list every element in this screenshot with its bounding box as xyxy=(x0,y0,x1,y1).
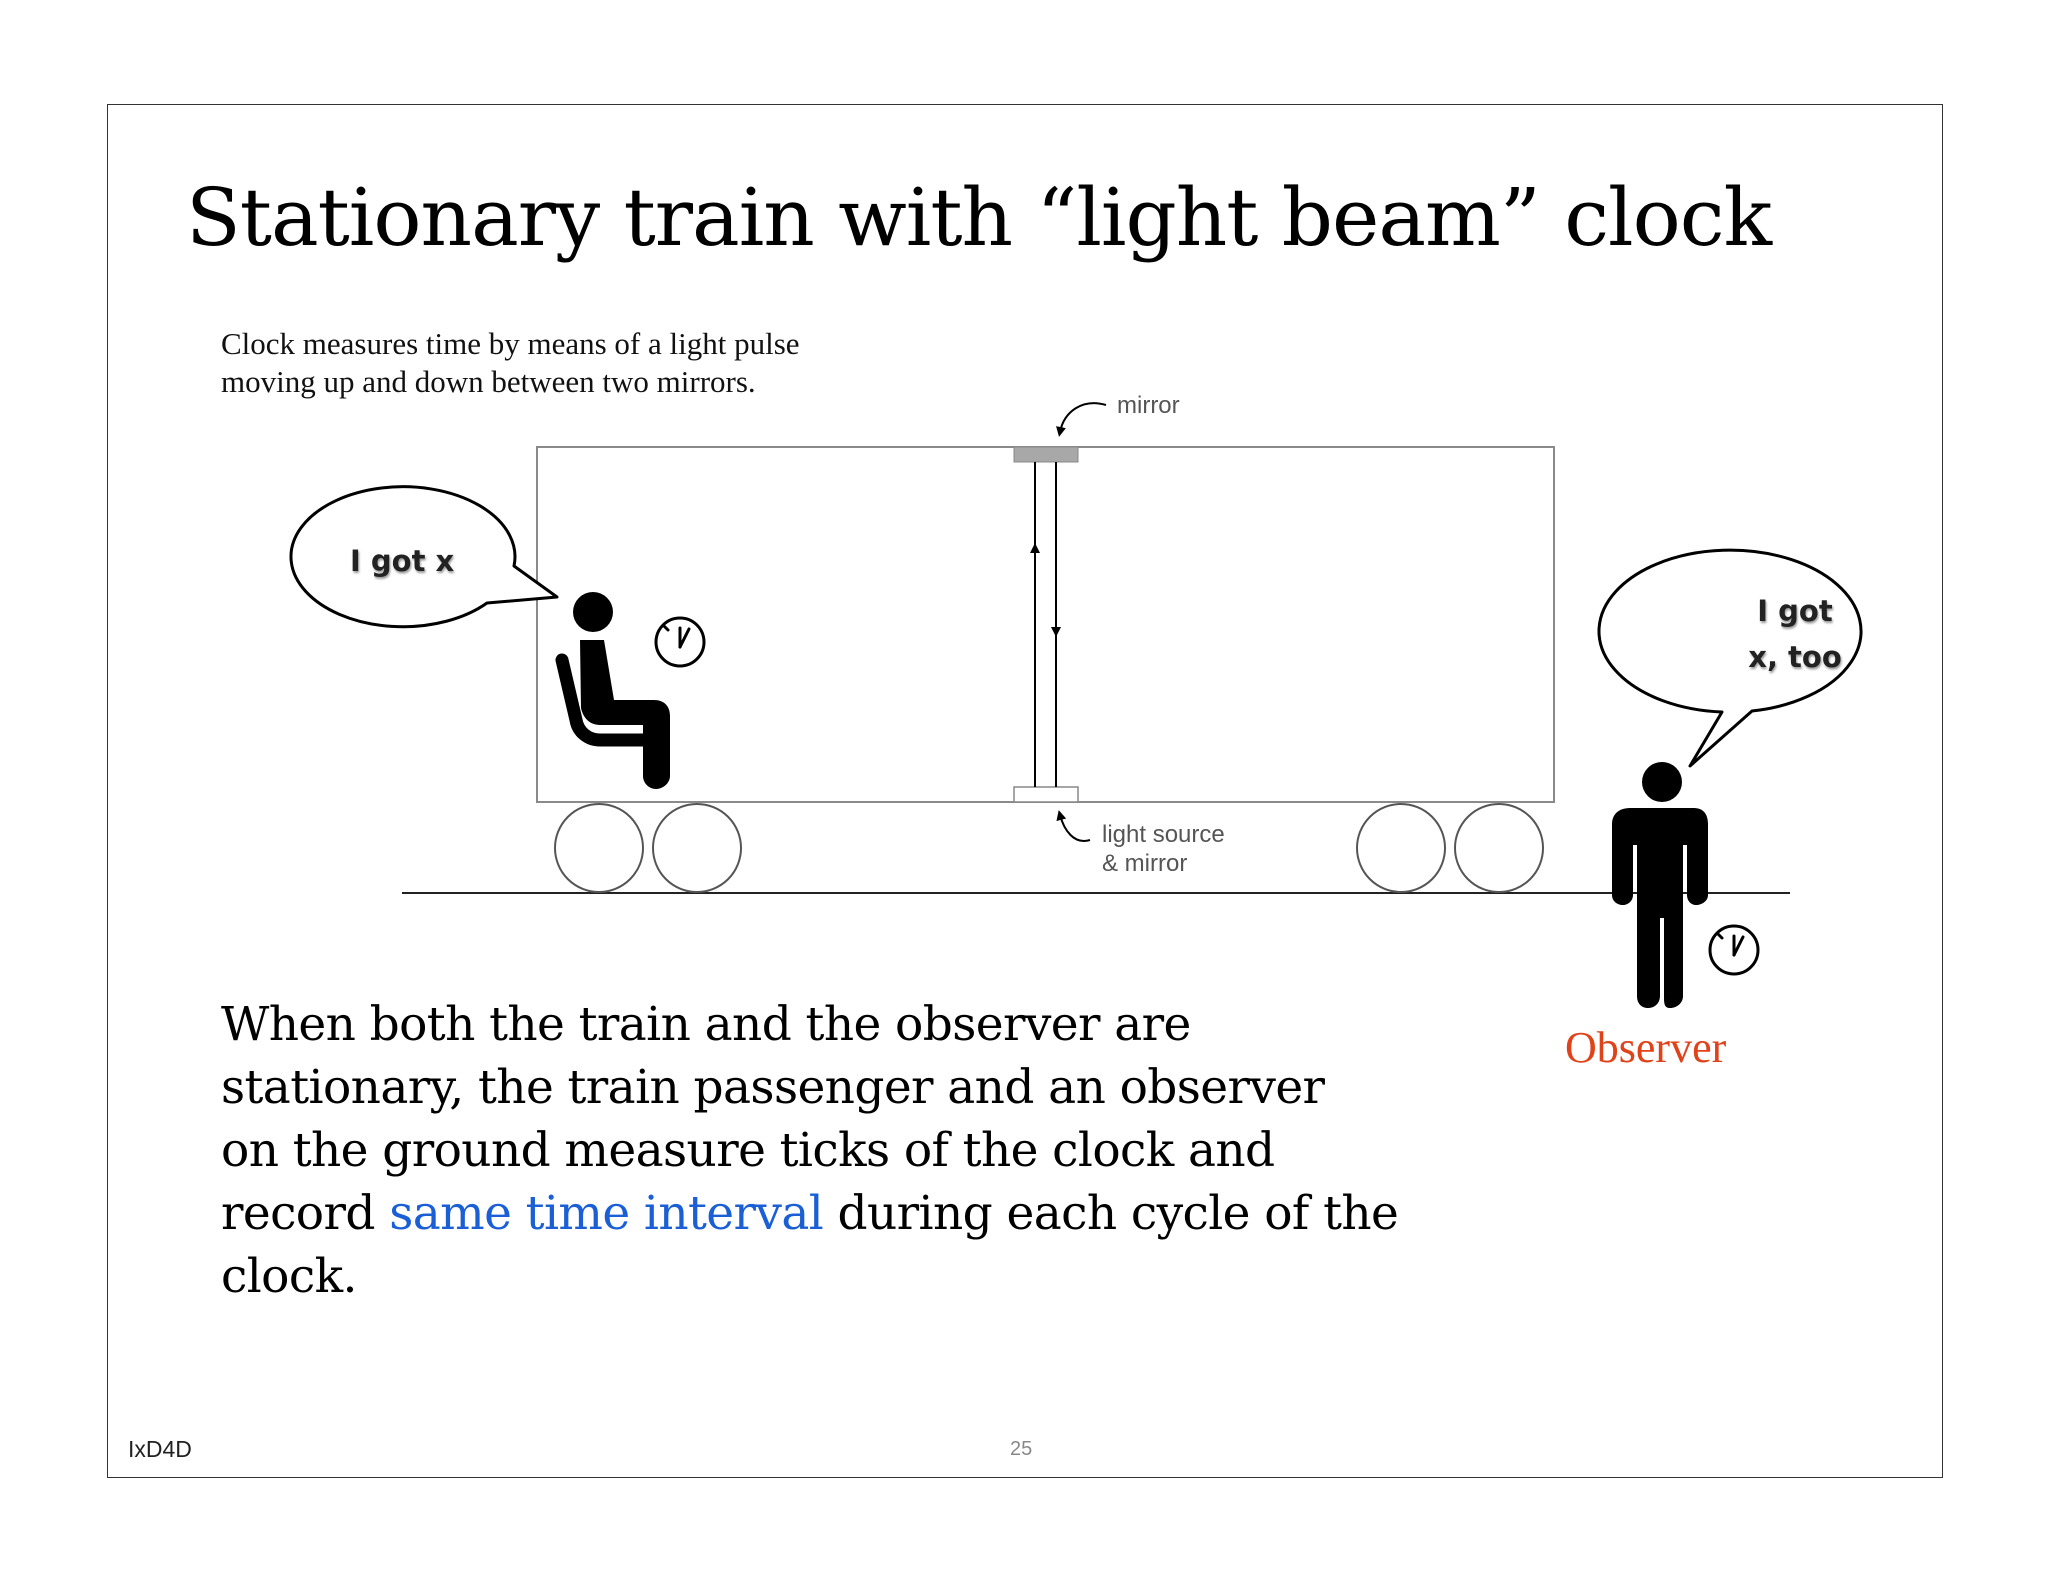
passenger-head xyxy=(573,592,613,632)
explanation-line-3: on the ground measure ticks of the clock and xyxy=(221,1123,1275,1178)
passenger-bubble-text: I got x xyxy=(350,544,455,578)
standing-observer-figure xyxy=(1612,762,1708,1008)
train-wheels xyxy=(555,804,1543,892)
intro-line-1: Clock measures time by means of a light pulse xyxy=(221,326,800,361)
light-source-label-line-2: & mirror xyxy=(1102,850,1188,877)
top-mirror xyxy=(1014,447,1078,462)
observer-bubble-text-line-1: I got xyxy=(1757,594,1833,628)
mirror-label: mirror xyxy=(1117,392,1180,419)
explanation-paragraph xyxy=(221,993,1461,1308)
explanation-line-5: clock. xyxy=(221,1249,357,1304)
observer-body xyxy=(1612,808,1708,1008)
observer-bubble-text-line-2: x, too xyxy=(1748,640,1842,674)
passenger-torso xyxy=(580,640,670,789)
explanation-line-4-start: record xyxy=(221,1186,390,1241)
mirror-callout-arrow xyxy=(1060,403,1106,432)
wheel-3 xyxy=(1357,804,1445,892)
intro-line-2: moving up and down between two mirrors. xyxy=(221,364,756,399)
footer-brand: IxD4D xyxy=(128,1436,192,1462)
wheel-1 xyxy=(555,804,643,892)
wheel-4 xyxy=(1455,804,1543,892)
observer-label: Observer xyxy=(1565,1023,1727,1072)
seated-passenger-figure xyxy=(562,592,670,789)
slide-title: Stationary train with “light beam” clock xyxy=(186,171,1772,264)
observer-clock-icon xyxy=(1710,926,1758,974)
page-number: 25 xyxy=(1010,1438,1033,1460)
observer-head xyxy=(1642,762,1682,802)
wheel-2 xyxy=(653,804,741,892)
explanation-line-2: stationary, the train passenger and an observer xyxy=(221,1060,1325,1115)
light-source-label-line-1: light source xyxy=(1102,821,1225,848)
highlighted-phrase: same time interval xyxy=(389,1186,824,1241)
explanation-line-4-end: during each cycle of the xyxy=(823,1186,1399,1241)
explanation-line-4 xyxy=(221,1182,1461,1245)
light-source-callout-arrow xyxy=(1060,815,1090,841)
passenger-clock-icon xyxy=(656,618,704,666)
explanation-line-1: When both the train and the observer are xyxy=(221,997,1191,1052)
light-source-mirror xyxy=(1014,787,1078,802)
